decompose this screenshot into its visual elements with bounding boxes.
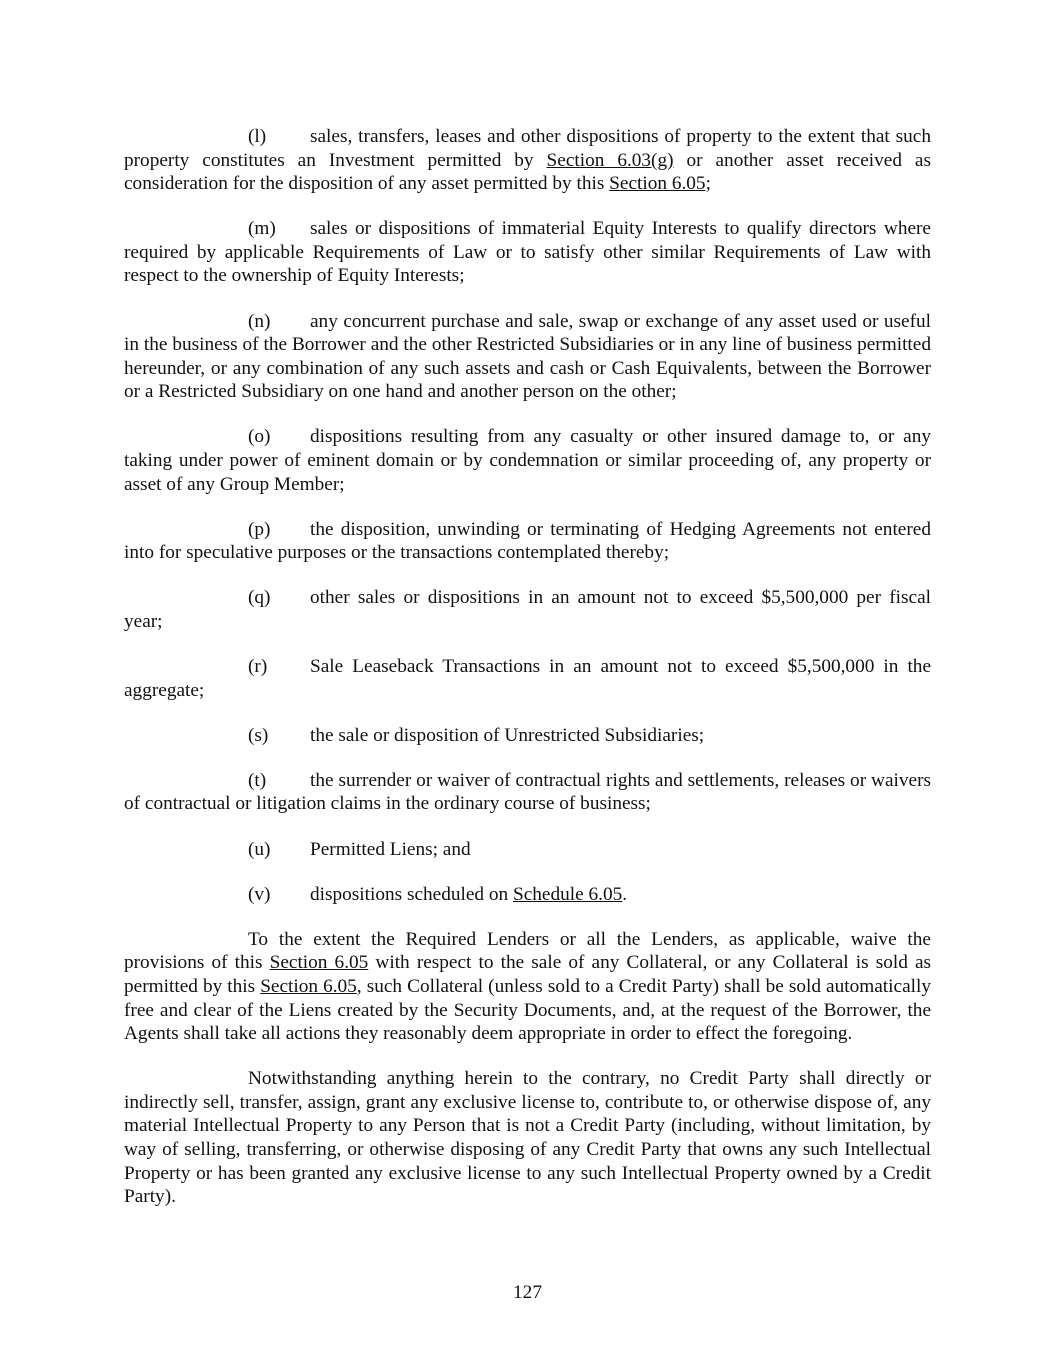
cross-reference: Section 6.05 [609,173,706,195]
clause-r [124,655,931,702]
text-segment: ; [705,173,711,195]
text-segment: Permitted Liens; and [310,838,471,860]
clause-label: (o) [248,426,271,448]
clause-label: (s) [248,724,269,746]
text-segment: any concurrent purchase and sale, swap or exchange of any asset used or useful in the business of the Borrower and the other Restricted Subsidiaries or in any line of business permitted hereunder, or any combination of any such assets and cash or Cash Equivalents, between the Borrower or a Restricted Subsidiary on one hand and another person on the other; [124,310,931,403]
cross-reference: Section 6.03(g) [546,149,674,171]
clause-q [124,586,931,633]
clause-s [124,724,931,748]
clause-label: (q) [248,587,271,609]
text-segment: the surrender or waiver of contractual rights and settlements, releases or waivers of contractual or litigation claims in the ordinary course of business; [124,769,931,815]
text-segment: the disposition, unwinding or terminating of Hedging Agreements not entered into for speculative purposes or the transactions contemplated thereby; [124,518,931,564]
text-segment: , such Collateral (unless sold to a Credit Party) shall be sold automatically free and clear of the Liens created by the Security Documents, and, at the request of the Borrower, the Agents shall take all actions they reasonably deem appropriate in order to effect the foregoing. [124,975,931,1045]
text-segment: . [622,883,628,905]
clause-t [124,769,931,816]
text-segment: dispositions scheduled on [310,883,513,905]
text-segment: sales or dispositions of immaterial Equity Interests to qualify directors where required by applicable Requirements of Law or to satisfy other similar Requirements of Law with respect to the ownership of Equity Interests; [124,218,931,287]
paragraph [124,928,931,1046]
text-segment: or another asset received as consideration for the disposition of any asset permitted by this [124,149,931,195]
text-segment: Sale Leaseback Transactions in an amount not to exceed $5,500,000 in the aggregate; [124,656,931,701]
page-number: 127 [513,1282,542,1303]
cross-reference: Section 6.05 [260,975,357,997]
clause-label: (r) [248,656,268,678]
clause-l [124,125,931,196]
clause-o [124,425,931,496]
clause-label: (t) [248,769,267,791]
paragraph [124,1067,931,1209]
text-segment: Notwithstanding anything herein to the contrary, no Credit Party shall directly or indirectly sell, transfer, assign, grant any exclusive license to, contribute to, or otherwise dispose of, any material Intellectual Property to any Person that is not a Credit Party (including, without limitation, by way of selling, transferring, or otherwise disposing of any Credit Party that owns any such Intellectual Property or has been granted any exclusive license to any such Intellectual Property owned by a Credit Party). [124,1068,931,1208]
clause-v [124,883,931,907]
clause-p [124,518,931,565]
cross-reference: Schedule 6.05 [512,883,623,905]
clause-n [124,310,931,404]
text-segment: the sale or disposition of Unrestricted Subsidiaries; [310,724,705,746]
text-segment: other sales or dispositions in an amount not to exceed $5,500,000 per fiscal year; [124,587,931,632]
clause-u [124,838,931,862]
clause-label: (v) [248,883,271,905]
text-segment: dispositions resulting from any casualty or other insured damage to, or any taking under power of eminent domain or by condemnation or similar proceeding of, any property or asset of any Group Member; [124,426,931,495]
text-segment: To the extent the Required Lenders or all the Lenders, as applicable, waive the provisions of this [124,928,931,974]
clause-label: (l) [248,126,267,147]
cross-reference: Section 6.05 [269,952,369,974]
clause-label: (n) [248,310,271,332]
clause-label: (m) [248,218,276,240]
clause-m [124,217,931,288]
text-segment: sales, transfers, leases and other dispositions of property to the extent that such property constitutes an Investment permitted by [124,126,931,171]
clause-label: (p) [248,518,271,540]
text-segment: with respect to the sale of any Collateral, or any Collateral is sold as permitted by this [124,952,932,997]
clause-label: (u) [248,838,271,860]
document-body [124,125,931,1230]
